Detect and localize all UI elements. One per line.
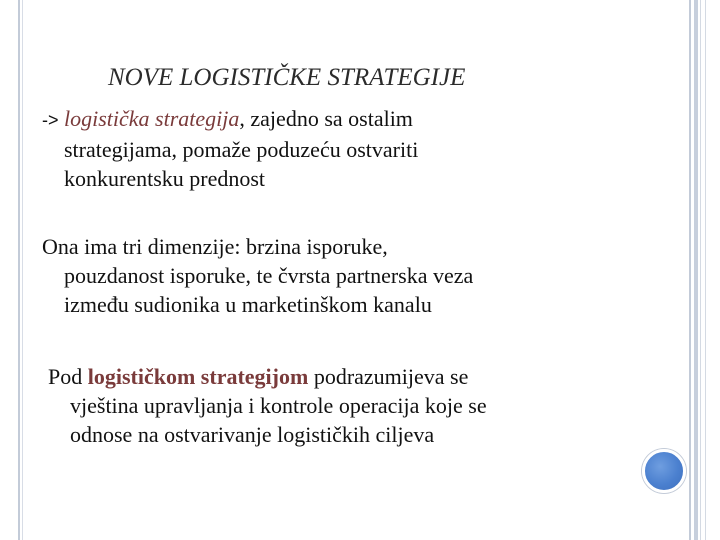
paragraph1-line3: konkurentsku prednost [64, 166, 266, 191]
right-border-bar [694, 0, 698, 540]
right-border-line-outer [705, 0, 706, 540]
paragraph3-line2: vještina upravljanja i kontrole operacija koje se [70, 393, 487, 418]
paragraph3-prefix: Pod [48, 364, 88, 389]
paragraph3-line1 [48, 364, 468, 389]
left-border-line [18, 0, 20, 540]
right-border-line-inner [700, 0, 701, 540]
paragraph2-line2: pouzdanost isporuke, te čvrsta partnerska veza [64, 263, 474, 288]
paragraph3-line1-text: podrazumijeva se [308, 364, 469, 389]
highlight-logisticka-strategija: logistička strategija [64, 106, 240, 131]
arrow-bullet-icon: -> [42, 110, 59, 130]
paragraph-strategy-definition [42, 104, 602, 193]
decorative-circle-icon [642, 449, 686, 493]
paragraph1-line2: strategijama, pomaže poduzeću ostvariti [64, 137, 419, 162]
highlight-logistickom-strategijom: logističkom strategijom [87, 364, 309, 389]
paragraph3-line3: odnose na ostvarivanje logističkih ciljeva [70, 422, 435, 447]
paragraph-strategy-meaning [48, 362, 648, 449]
paragraph2-line1: Ona ima tri dimenzije: brzina isporuke, [42, 234, 388, 259]
paragraph-dimensions [42, 232, 642, 319]
paragraph2-line3: između sudionika u marketinškom kanalu [64, 292, 432, 317]
paragraph1-line1 [42, 106, 413, 131]
right-border-line [689, 0, 691, 540]
left-border-line-inner [22, 0, 23, 540]
paragraph1-line1-text: , zajedno sa ostalim [239, 106, 413, 131]
slide-title: NOVE LOGISTIČKE STRATEGIJE [108, 64, 466, 91]
